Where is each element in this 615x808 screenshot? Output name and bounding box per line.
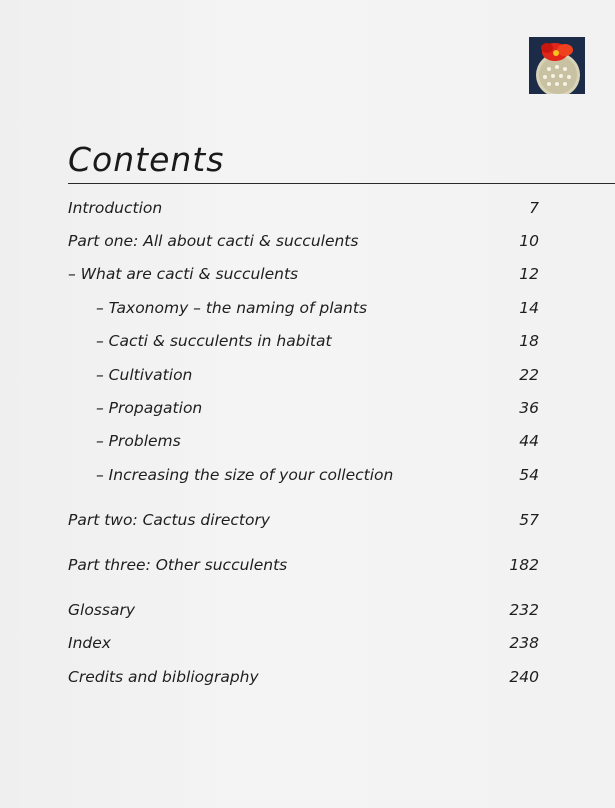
page-title: Contents [68, 140, 225, 179]
toc-entry-collection[interactable] [0, 463, 615, 487]
toc-entry-problems[interactable] [0, 429, 615, 453]
title-underline [68, 183, 615, 184]
toc-entry-page: 44 [519, 432, 539, 450]
toc-entry-introduction[interactable] [0, 196, 615, 220]
toc-entry-label: Index [68, 634, 111, 652]
toc-entry-page: 57 [519, 511, 539, 529]
toc-entry-part-one[interactable] [0, 229, 615, 253]
toc-entry-credits[interactable] [0, 665, 615, 689]
toc-entry-page: 232 [509, 601, 539, 619]
toc-entry-label: – Increasing the size of your collection [96, 466, 394, 484]
toc-entry-page: 36 [519, 399, 539, 417]
toc-entry-label: – Taxonomy – the naming of plants [96, 299, 368, 317]
toc-entry-page: 182 [509, 556, 539, 574]
toc-entry-label: Glossary [68, 601, 135, 619]
toc-entry-what-are-cacti[interactable] [0, 262, 615, 286]
toc-entry-page: 10 [519, 232, 539, 250]
toc-entry-label: – What are cacti & succulents [68, 265, 299, 283]
toc-entry-label: Introduction [68, 199, 163, 217]
toc-entry-label: Part three: Other succulents [68, 556, 288, 574]
toc-entry-label: Credits and bibliography [68, 668, 259, 686]
toc-entry-habitat[interactable] [0, 329, 615, 353]
toc-entry-part-two[interactable] [0, 508, 615, 532]
toc-entry-taxonomy[interactable] [0, 296, 615, 320]
toc-entry-page: 7 [529, 199, 539, 217]
toc-entry-glossary[interactable] [0, 598, 615, 622]
toc-entry-label: – Cultivation [96, 366, 193, 384]
toc-entry-label: Part one: All about cacti & succulents [68, 232, 359, 250]
toc-entry-label: Part two: Cactus directory [68, 511, 271, 529]
toc-entry-page: 12 [519, 265, 539, 283]
toc-entry-index[interactable] [0, 631, 615, 655]
toc-entry-label: – Problems [96, 432, 181, 450]
toc-entry-label: – Propagation [96, 399, 203, 417]
toc-entry-page: 54 [519, 466, 539, 484]
toc-entry-label: – Cacti & succulents in habitat [96, 332, 332, 350]
toc-entry-page: 14 [519, 299, 539, 317]
cactus-photo-icon [529, 37, 585, 94]
toc-entry-page: 18 [519, 332, 539, 350]
toc-entry-cultivation[interactable] [0, 363, 615, 387]
toc-entry-page: 240 [509, 668, 539, 686]
toc-entry-part-three[interactable] [0, 553, 615, 577]
toc-entry-page: 22 [519, 366, 539, 384]
toc-entry-propagation[interactable] [0, 396, 615, 420]
toc-entry-page: 238 [509, 634, 539, 652]
